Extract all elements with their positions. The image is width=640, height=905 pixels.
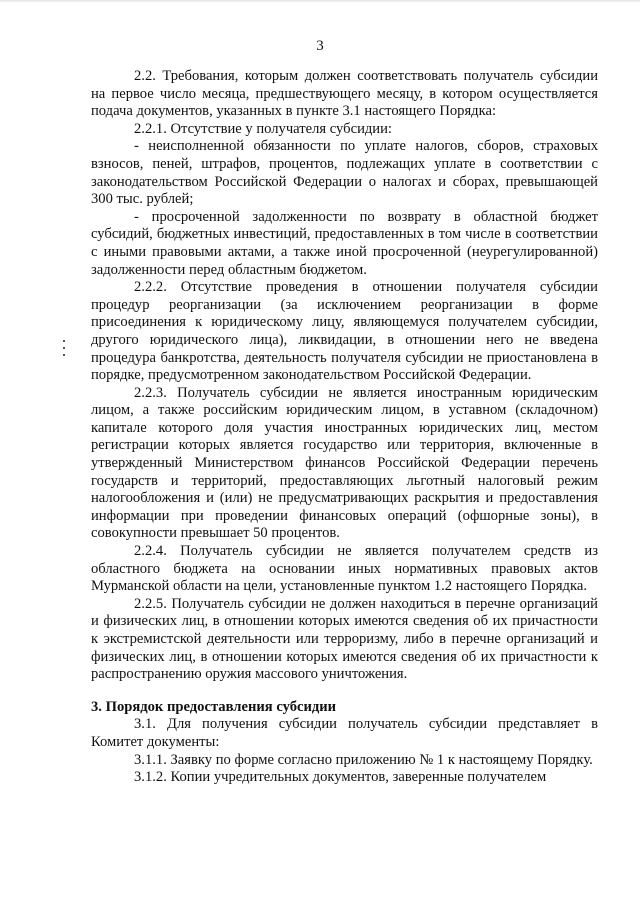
- document-body: [91, 68, 598, 787]
- paragraph-3-1-2: 3.1.2. Копии учредительных документов, заверенные получателем: [134, 769, 547, 786]
- paragraph-2-2-1: 2.2.1. Отсутствие у получателя субсидии:: [134, 120, 392, 137]
- paragraph-2-2-2: 2.2.2. Отсутствие проведения в отношении получателя субсидии процедур реорганизации (за исключением реорганизации в форме присоединения к юридическому лицу, являющемуся получателем субсидии, другого юридического лица), ликвидации, в отношении него не введена процедура банкротства, деятельность получателя субсидии не приостановлена в порядке, предусмотренном законодательством Российской Федерации.: [91, 279, 598, 384]
- paragraph-tax-debt: - неисполненной обязанности по уплате налогов, сборов, страховых взносов, пеней, штрафов, процентов, подлежащих уплате в соответствии с законодательством Российской Федерации о налогах и сборах, превышающей 300 тыс. рублей;: [91, 138, 598, 208]
- paragraph-2-2-4: 2.2.4. Получатель субсидии не является получателем средств из областного бюджета на основании иных нормативных правовых актов Мурманской области на цели, установленные пунктом 1.2 настоящего Порядка.: [91, 543, 598, 595]
- paragraph-2-2: 2.2. Требования, которым должен соответствовать получатель субсидии на первое число месяца, предшествующего месяцу, в котором осуществляется подача документов, указанных в пункте 3.1 настоящего Порядка:: [91, 68, 598, 120]
- margin-mark: [63, 340, 65, 342]
- margin-marks: [62, 340, 66, 360]
- margin-mark: [63, 354, 65, 356]
- scan-edge: [0, 0, 640, 3]
- margin-mark: [63, 347, 65, 349]
- paragraph-3-1: 3.1. Для получения субсидии получатель субсидии представляет в Комитет документы:: [91, 716, 598, 750]
- section-heading: 3. Порядок предоставления субсидии: [91, 698, 337, 715]
- paragraph-2-2-5: 2.2.5. Получатель субсидии не должен находиться в перечне организаций и физических лиц, в отношении которых имеются сведения об их причастности к экстремистской деятельности или терроризму, либо в перечне организаций и физических лиц, в отношении которых имеются сведения об их причастности к распространению оружия массового уничтожения.: [91, 595, 598, 683]
- page-number: 3: [316, 38, 324, 54]
- paragraph-3-1-1: 3.1.1. Заявку по форме согласно приложению № 1 к настоящему Порядку.: [134, 751, 593, 768]
- paragraph-2-2-3: 2.2.3. Получатель субсидии не является иностранным юридическим лицом, а также российским юридическим лицом, в уставном (складочном) капитале которого доля участия иностранных юридических лиц, местом регистрации которых является государство или территория, включенные в утвержденный Министерством финансов Российской Федерации перечень государств и территорий, предоставляющих льготный налоговый режим налогообложения и (или) не предусматривающих раскрытия и предоставления информации при проведении финансовых операций (офшорные зоны), в совокупности превышает 50 процентов.: [91, 384, 598, 542]
- paragraph-budget-debt: - просроченной задолженности по возврату в областной бюджет субсидий, бюджетных инвестиций, предоставленных в том числе в соответствии с иными правовыми актами, а также иной просроченной (неурегулированной) задолженности перед областным бюджетом.: [91, 208, 598, 278]
